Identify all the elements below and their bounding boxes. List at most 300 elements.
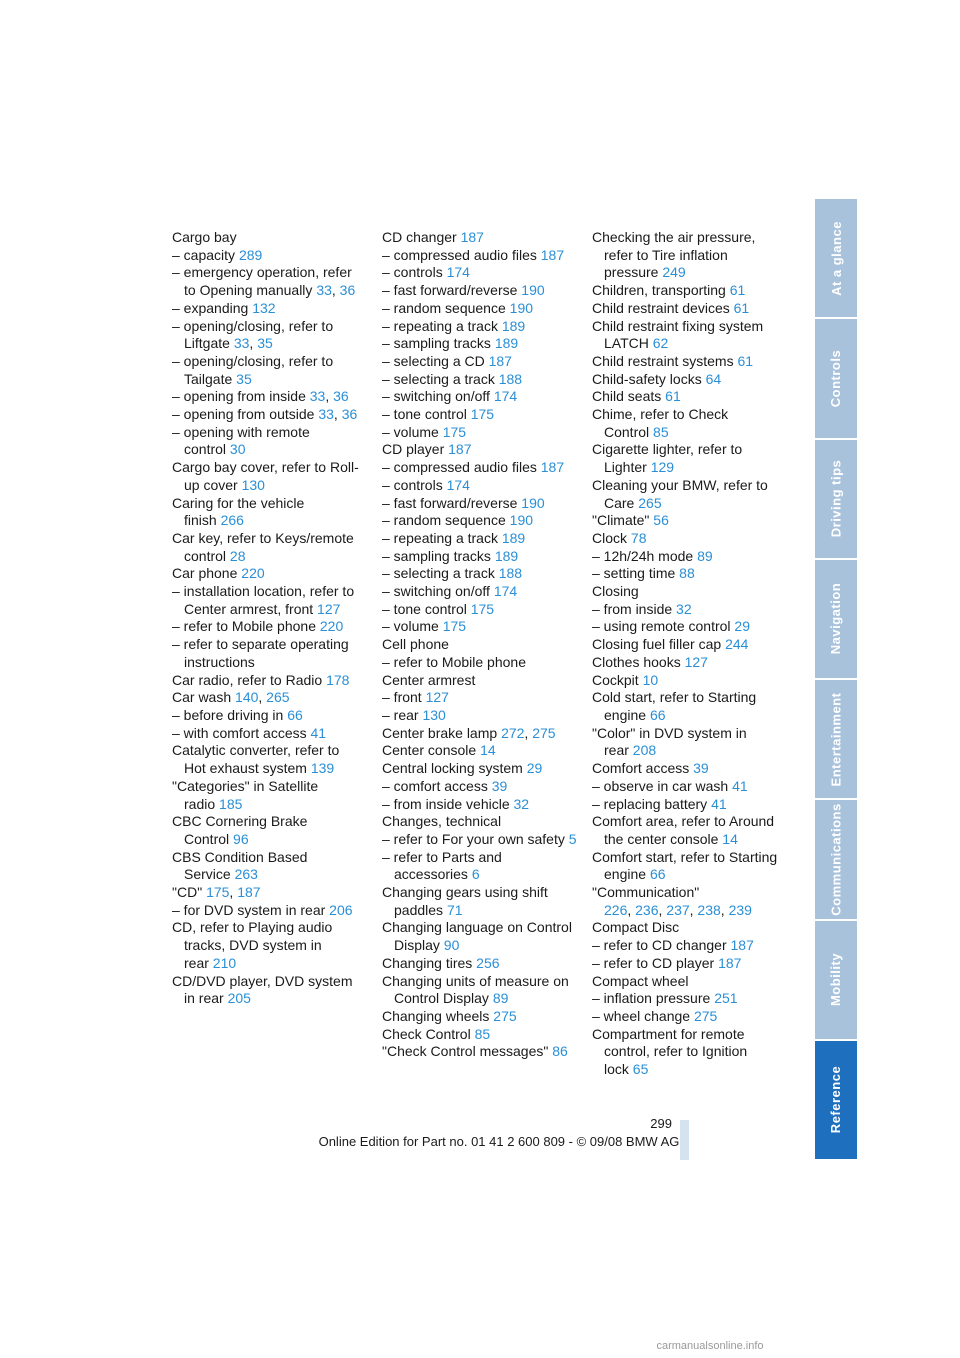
index-entry-text: Children, transporting — [592, 282, 726, 299]
index-entry — [172, 247, 362, 265]
tab-mobility[interactable] — [815, 921, 857, 1039]
page-link[interactable]: 96 — [233, 830, 249, 847]
page-link[interactable]: 62 — [652, 335, 669, 352]
page-link[interactable]: 127 — [684, 653, 708, 670]
page-link[interactable]: 39 — [491, 777, 508, 794]
index-entry — [382, 654, 577, 672]
index-entry-text: Clothes hooks — [592, 653, 681, 670]
index-entry-text: – capacity — [172, 246, 236, 263]
index-entry-text: "Categories" in Satellite radio — [172, 777, 319, 812]
index-entry — [592, 689, 788, 724]
page-link[interactable]: 244 — [725, 636, 749, 653]
page-link[interactable]: 174 — [446, 264, 470, 281]
index-entry — [382, 424, 577, 442]
page-link[interactable]: 56 — [653, 512, 669, 529]
footer — [0, 1134, 960, 1149]
index-entry-text: Car radio, refer to Radio — [172, 671, 323, 688]
index-entry-text: – compressed audio files — [382, 246, 537, 263]
index-entry — [592, 318, 788, 353]
index-entry-text: – fast forward/reverse — [382, 494, 518, 511]
index-entry — [592, 618, 788, 636]
index-entry — [172, 707, 362, 725]
index-entry — [382, 1008, 577, 1026]
page-link[interactable]: 190 — [521, 494, 545, 511]
index-entry — [172, 459, 362, 494]
page-link[interactable]: 187 — [540, 459, 565, 476]
page-link[interactable]: 66 — [287, 706, 303, 723]
index-entry — [172, 725, 362, 743]
index-entry — [172, 672, 362, 690]
index-entry-text: Check Control — [382, 1025, 471, 1042]
page-link[interactable]: 189 — [494, 547, 519, 564]
index-entry-text: – setting time — [592, 565, 676, 582]
index-entry — [382, 760, 577, 778]
index-entry-text: "CD" — [172, 884, 203, 901]
index-entry-text: – refer to For your own safety — [382, 830, 565, 847]
index-entry — [592, 725, 788, 760]
page-link[interactable]: 61 — [665, 388, 681, 405]
page-link[interactable]: 71 — [446, 901, 463, 918]
page-link[interactable]: 220 — [319, 618, 344, 635]
page-link[interactable]: 185 — [219, 795, 243, 812]
index-entry-text: Changing tires — [382, 954, 473, 971]
index-entry-text: Car phone — [172, 565, 238, 582]
page-link[interactable]: 61 — [737, 352, 754, 369]
index-entry-text: – rear — [382, 706, 419, 723]
tab-label: Driving tips — [828, 459, 844, 538]
index-entry — [382, 406, 577, 424]
index-entry — [382, 742, 577, 760]
tab-controls[interactable] — [815, 319, 857, 437]
page-link[interactable]: 29 — [526, 760, 543, 777]
index-entry — [382, 335, 577, 353]
index-entry — [592, 849, 788, 884]
index-entry-text: Changing units of measure on Control Display — [382, 972, 569, 1007]
index-entry — [382, 831, 577, 849]
page-link[interactable]: 29 — [734, 618, 750, 635]
index-entry-text: – opening/closing, refer to Tailgate — [172, 352, 334, 387]
page-link[interactable]: 89 — [492, 990, 509, 1007]
tab-label: Entertainment — [828, 692, 844, 787]
page-link[interactable]: 33 — [233, 335, 250, 352]
index-entry-text: – switching on/off — [382, 388, 490, 405]
index-entry — [382, 618, 577, 636]
tab-label: Controls — [828, 349, 844, 408]
page-link[interactable]: 189 — [501, 317, 526, 334]
tab-label: Navigation — [828, 583, 844, 655]
index-entry: – opening from inside 33, 36 — [172, 388, 349, 405]
index-entry — [382, 371, 577, 389]
page-link[interactable]: 41 — [732, 777, 748, 794]
page-link[interactable]: 190 — [521, 282, 545, 299]
page-link[interactable]: 178 — [326, 671, 350, 688]
index-entry — [382, 583, 577, 601]
page-link[interactable]: 130 — [241, 476, 265, 493]
index-entry-text: CBS Condition Based Service — [172, 848, 308, 883]
page-link[interactable]: 64 — [705, 370, 722, 387]
index-entry-text: – before driving in — [172, 706, 284, 723]
index-entry-text: – front — [382, 689, 422, 706]
page-link[interactable]: 187 — [730, 937, 754, 954]
index-entry — [172, 353, 362, 388]
index-entry — [172, 636, 362, 671]
page-link[interactable]: 32 — [676, 600, 692, 617]
page-link[interactable]: 140 — [235, 689, 259, 706]
page-link[interactable]: 251 — [714, 990, 738, 1007]
page-link[interactable]: 275 — [493, 1007, 517, 1024]
index-entry — [382, 441, 577, 459]
page-link[interactable]: 175 — [470, 600, 495, 617]
index-entry — [172, 849, 362, 884]
index-entry-text: Cell phone — [382, 636, 449, 653]
index-entry — [592, 778, 788, 796]
index-entry-text: – selecting a CD — [382, 352, 485, 369]
index-entry — [172, 229, 362, 247]
index-entry-text: – selecting a track — [382, 370, 495, 387]
index-entry — [592, 477, 788, 512]
index-entry — [382, 778, 577, 796]
tab-navigation[interactable] — [815, 560, 857, 678]
index-entry — [172, 813, 362, 848]
page-link[interactable]: 237 — [666, 901, 690, 918]
index-entry-text: Cleaning your BMW, refer to Care — [592, 476, 768, 511]
index-column-1 — [172, 229, 362, 1008]
index-entry: Center brake lamp 272, 275 — [382, 724, 556, 741]
page-link[interactable]: 188 — [498, 370, 523, 387]
index-entry-text: Center console — [382, 742, 477, 759]
page-link[interactable]: 189 — [501, 529, 526, 546]
page-link[interactable]: 5 — [568, 830, 577, 847]
index-entry: – opening from outside 33, 36 — [172, 406, 358, 423]
index-entry — [172, 495, 362, 530]
index-entry-text: – tone control — [382, 406, 467, 423]
index-entry-text: Comfort access — [592, 760, 690, 777]
index-entry-text: – replacing battery — [592, 795, 708, 812]
index-entry: "Communication" 226, 236, 237, 238, 239 — [592, 884, 752, 918]
page-link[interactable]: 275 — [532, 724, 556, 741]
page-link[interactable]: 85 — [653, 423, 669, 440]
index-entry-text: – tone control — [382, 600, 467, 617]
index-entry — [382, 353, 577, 371]
index-entry-text: – with comfort access — [172, 724, 307, 741]
page-link[interactable]: 6 — [471, 866, 480, 883]
page-link[interactable]: 33 — [318, 406, 334, 423]
index-entry-text: "Climate" — [592, 512, 650, 529]
index-entry-text: – from inside vehicle — [382, 795, 510, 812]
index-entry — [592, 441, 788, 476]
page-link[interactable]: 10 — [642, 671, 659, 688]
index-entry-text: – inflation pressure — [592, 990, 711, 1007]
index-entry-text: Center armrest — [382, 671, 476, 688]
page-link[interactable]: 86 — [552, 1043, 568, 1060]
page-link[interactable]: 187 — [718, 954, 742, 971]
index-entry: – opening/closing, refer to Liftgate 33, 35 — [172, 317, 334, 352]
index-entry — [382, 300, 577, 318]
index-entry-text: – refer to Mobile phone — [382, 653, 526, 670]
index-entry-text: Cargo bay — [172, 229, 237, 245]
index-entry-text: Child restraint systems — [592, 352, 734, 369]
index-entry — [172, 618, 362, 636]
index-entry — [382, 955, 577, 973]
page-link[interactable]: 85 — [474, 1025, 491, 1042]
index-entry — [592, 955, 788, 973]
page-link[interactable]: 187 — [460, 229, 484, 245]
index-entry — [382, 849, 577, 884]
index-entry — [382, 512, 577, 530]
index-entry — [172, 424, 362, 459]
index-entry-text: Compact Disc — [592, 919, 680, 936]
index-entry — [592, 229, 788, 282]
index-entry — [172, 565, 362, 583]
index-entry — [382, 973, 577, 1008]
index-entry-text: – refer to CD changer — [592, 937, 727, 954]
index-entry — [172, 973, 362, 1008]
page-link[interactable]: 265 — [638, 494, 662, 511]
page-link[interactable]: 127 — [425, 689, 449, 706]
page-link[interactable]: 289 — [238, 246, 263, 263]
index-entry — [382, 689, 577, 707]
page-link[interactable]: 36 — [341, 406, 358, 423]
page-link[interactable]: 35 — [257, 335, 273, 352]
page-link[interactable]: 129 — [650, 459, 675, 476]
page-link[interactable]: 30 — [229, 441, 246, 458]
page-link[interactable]: 265 — [266, 689, 290, 706]
index-entry-text: – volume — [382, 618, 439, 635]
page-link[interactable]: 28 — [229, 547, 246, 564]
index-entry — [172, 778, 362, 813]
page-link[interactable]: 32 — [513, 795, 530, 812]
index-entry-text: Child restraint devices — [592, 299, 730, 316]
page-link[interactable]: 35 — [236, 370, 252, 387]
index-entry — [172, 919, 362, 972]
index-entry-text: CD player — [382, 441, 445, 458]
index-entry — [592, 406, 788, 441]
index-entry-text: – expanding — [172, 299, 249, 316]
index-entry-text: "Color" in DVD system in rear — [592, 724, 747, 759]
index-entry — [382, 672, 577, 690]
index-entry-text: Changing gears using shift paddles — [382, 884, 548, 918]
page-link[interactable]: 206 — [329, 901, 353, 918]
page-link[interactable]: 61 — [729, 282, 746, 299]
page-link[interactable]: 175 — [206, 884, 230, 901]
page-link[interactable]: 89 — [697, 547, 713, 564]
page-link[interactable]: 187 — [540, 246, 565, 263]
page-link[interactable]: 14 — [722, 830, 738, 847]
page-link[interactable]: 65 — [632, 1061, 649, 1078]
page-link[interactable]: 189 — [494, 335, 519, 352]
page-link[interactable]: 256 — [476, 954, 500, 971]
index-entry — [382, 1026, 577, 1044]
index-entry-text: – selecting a track — [382, 565, 495, 582]
watermark-text: carmanualsonline.info — [656, 1340, 764, 1352]
page-link[interactable]: 132 — [252, 299, 276, 316]
index-entry — [382, 1043, 577, 1061]
index-entry — [382, 495, 577, 513]
page-link[interactable]: 66 — [649, 706, 666, 723]
index-entry-text: – controls — [382, 264, 443, 281]
page-link[interactable]: 127 — [317, 600, 341, 617]
index-entry — [382, 884, 577, 919]
index-entry — [592, 919, 788, 937]
page-link[interactable]: 210 — [212, 954, 237, 971]
index-entry — [172, 902, 362, 920]
index-entry — [592, 654, 788, 672]
footer-text: Online Edition for Part no. 01 41 2 600 809 - © 09/08 BMW AG — [318, 1134, 680, 1149]
index-entry — [172, 300, 362, 318]
page-link[interactable]: 139 — [310, 760, 335, 777]
index-entry-text: CD, refer to Playing audio tracks, DVD system in rear — [172, 919, 333, 971]
index-entry-text: Cigarette lighter, refer to Lighter — [592, 441, 743, 476]
page-link[interactable]: 41 — [711, 795, 727, 812]
page-link[interactable]: 226 — [604, 901, 628, 918]
page-link[interactable]: 263 — [234, 866, 258, 883]
index-entry — [592, 990, 788, 1008]
index-entry — [592, 937, 788, 955]
index-entry-text: – emergency operation, refer to Opening manually — [172, 264, 352, 299]
index-entry-text: – from inside — [592, 600, 673, 617]
index-entry — [382, 601, 577, 619]
index-entry — [592, 353, 788, 371]
page-link[interactable]: 90 — [443, 937, 460, 954]
page-link[interactable]: 190 — [509, 512, 534, 529]
tab-at-a-glance[interactable] — [815, 199, 857, 317]
index-entry — [592, 388, 788, 406]
index-entry — [382, 282, 577, 300]
index-entry — [592, 548, 788, 566]
page-link[interactable]: 36 — [333, 388, 349, 405]
index-entry-text: "Check Control messages" — [382, 1043, 549, 1060]
page-link[interactable]: 272 — [501, 724, 525, 741]
index-entry-text: Compartment for remote control, refer to Ignition lock — [592, 1025, 748, 1078]
page-link[interactable]: 14 — [480, 742, 496, 759]
tab-entertainment[interactable] — [815, 680, 857, 798]
index-entry-text: Chime, refer to Check Control — [592, 406, 729, 440]
index-entry-text: – 12h/24h mode — [592, 547, 694, 564]
index-entry-text: Comfort area, refer to Around the center console — [592, 813, 775, 847]
page-link[interactable]: 174 — [493, 388, 518, 405]
index-entry-text: – opening/closing, refer to Liftgate — [172, 317, 334, 352]
index-entry — [382, 318, 577, 336]
page-link[interactable]: 39 — [693, 760, 709, 777]
index-entry-text: – comfort access — [382, 777, 488, 794]
index-entry-text: Closing fuel filler cap — [592, 636, 722, 653]
page-link[interactable]: 187 — [488, 352, 512, 369]
tab-label: Reference — [828, 1066, 844, 1134]
page-link[interactable]: 130 — [422, 706, 446, 723]
index-entry — [382, 548, 577, 566]
page-number: 299 — [650, 1116, 672, 1131]
index-entry-text: – random sequence — [382, 299, 506, 316]
index-entry — [592, 565, 788, 583]
index-entry-text: Changing wheels — [382, 1007, 490, 1024]
index-entry — [382, 388, 577, 406]
page-link[interactable]: 174 — [446, 476, 470, 493]
page-link[interactable]: 88 — [679, 565, 695, 582]
tab-driving-tips[interactable] — [815, 440, 857, 558]
index-entry-text: Cargo bay cover, refer to Roll-up cover — [172, 459, 359, 493]
index-entry: Car wash 140, 265 — [172, 689, 290, 706]
index-entry-text: Cold start, refer to Starting engine — [592, 689, 757, 723]
page-link[interactable]: 239 — [728, 901, 752, 918]
page-link[interactable]: 187 — [448, 441, 472, 458]
index-entry-text: – refer to CD player — [592, 954, 715, 971]
page-link[interactable]: 174 — [493, 583, 518, 600]
page-link[interactable]: 175 — [442, 618, 467, 635]
index-entry-text: – repeating a track — [382, 317, 498, 334]
index-entry-text: Comfort start, refer to Starting engine — [592, 848, 778, 883]
index-entry-text: Car wash — [172, 689, 232, 706]
index-entry-text: Closing — [592, 583, 639, 600]
index-entry-text: – fast forward/reverse — [382, 282, 518, 299]
index-entry: "CD" 175, 187 — [172, 884, 261, 901]
page-link[interactable]: 190 — [509, 299, 534, 316]
page-link[interactable]: 238 — [697, 901, 721, 918]
index-entry — [592, 530, 788, 548]
index-entry-text: Child restraint fixing system LATCH — [592, 317, 764, 352]
index-entry — [382, 919, 577, 954]
index-entry — [592, 636, 788, 654]
page-link[interactable]: 36 — [339, 282, 356, 299]
page-link[interactable]: 175 — [442, 423, 467, 440]
index-entry — [592, 300, 788, 318]
page-link[interactable]: 275 — [693, 1007, 718, 1024]
index-entry — [592, 583, 788, 601]
page-link[interactable]: 205 — [227, 990, 251, 1007]
index-entry — [382, 229, 577, 247]
section-tabs — [815, 198, 857, 1160]
index-entry-text: Child-safety locks — [592, 370, 702, 387]
page-link[interactable]: 78 — [630, 529, 647, 546]
index-entry — [382, 707, 577, 725]
tab-communications[interactable] — [815, 800, 857, 918]
index-entry — [592, 973, 788, 991]
index-entry-text: – refer to separate operating instructions — [172, 636, 349, 670]
index-entry-text: – opening from inside — [172, 388, 306, 405]
index-entry — [172, 742, 362, 777]
page-link[interactable]: 61 — [733, 299, 750, 316]
index-entry — [172, 583, 362, 618]
index-entry-text: – repeating a track — [382, 529, 498, 546]
page-link[interactable]: 33 — [309, 388, 326, 405]
index-entry-text: – volume — [382, 423, 439, 440]
page-link[interactable]: 66 — [649, 866, 666, 883]
index-entry — [382, 247, 577, 265]
index-entry-text: – installation location, refer to Center armrest, front — [172, 583, 355, 617]
page-link[interactable]: 236 — [635, 901, 659, 918]
watermark — [0, 1340, 960, 1352]
page-link[interactable]: 187 — [237, 884, 261, 901]
index-entry — [592, 813, 788, 848]
index-entry-text: Caring for the vehicle finish — [172, 494, 305, 529]
page-link[interactable]: 249 — [662, 264, 686, 281]
page-link[interactable]: 188 — [498, 565, 523, 582]
index-entry-text: – using remote control — [592, 618, 731, 635]
page-link[interactable]: 33 — [316, 282, 332, 299]
index-entry — [382, 264, 577, 282]
page-link[interactable]: 266 — [220, 512, 244, 529]
page-link[interactable]: 208 — [632, 742, 657, 759]
page-link[interactable]: 175 — [470, 406, 495, 423]
index-entry-text: – controls — [382, 476, 443, 493]
index-entry-text: Changes, technical — [382, 813, 502, 830]
index-entry — [592, 672, 788, 690]
page-link[interactable]: 220 — [241, 565, 265, 582]
page-link[interactable]: 41 — [310, 724, 327, 741]
index-entry — [382, 565, 577, 583]
index-entry-text: Central locking system — [382, 760, 523, 777]
index-entry — [592, 601, 788, 619]
index-entry-text: – refer to Parts and accessories — [382, 848, 502, 883]
